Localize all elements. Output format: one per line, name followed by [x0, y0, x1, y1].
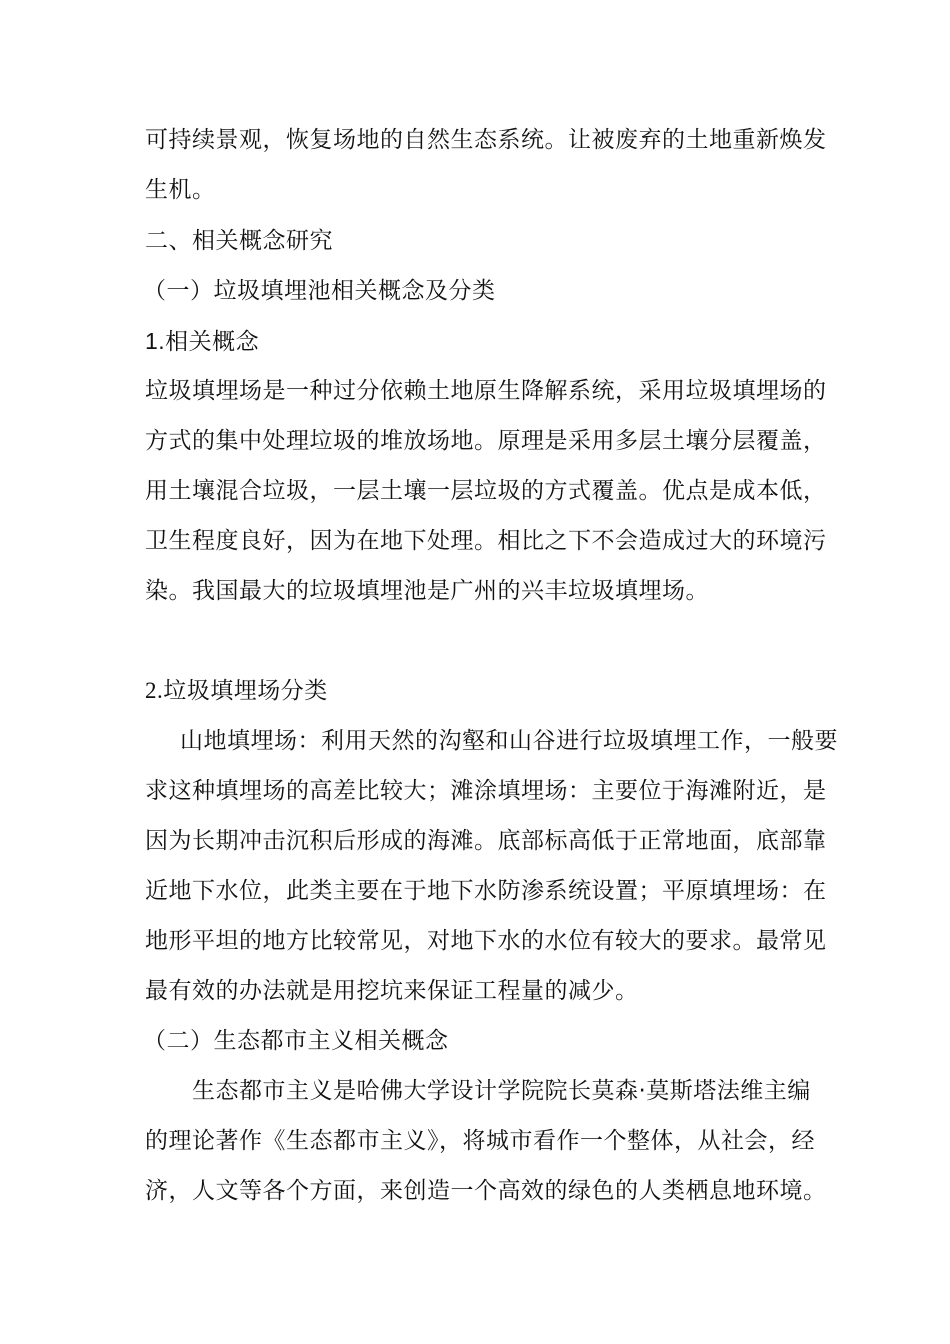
paragraph-landfill-line-5: 染。我国最大的垃圾填埋池是广州的兴丰垃圾填埋场。 — [145, 578, 709, 604]
paragraph-landfill-line-1: 垃圾填埋场是一种过分依赖土地原生降解系统，采用垃圾填埋场的 — [145, 378, 827, 404]
paragraph-eco-line-3: 济，人文等各个方面，来创造一个高效的绿色的人类栖息地环境。 — [145, 1178, 827, 1204]
paragraph-landfill-line-2: 方式的集中处理垃圾的堆放场地。原理是采用多层土壤分层覆盖， — [145, 428, 827, 454]
paragraph-types-line-3: 因为长期冲击沉积后形成的海滩。底部标高低于正常地面，底部靠 — [145, 828, 827, 854]
paragraph-types-line-4: 近地下水位，此类主要在于地下水防渗系统设置；平原填埋场：在 — [145, 878, 827, 904]
paragraph-eco-line-2: 的理论著作《生态都市主义》，将城市看作一个整体，从社会，经 — [145, 1128, 815, 1154]
paragraph-types-line-6: 最有效的办法就是用挖坑来保证工程量的减少。 — [145, 978, 639, 1004]
paragraph-eco-line-1: 生态都市主义是哈佛大学设计学院院长莫森·莫斯塔法维主编 — [192, 1078, 811, 1104]
section-heading-related-concepts: 二、相关概念研究 — [145, 228, 333, 254]
paragraph-types-line-1: 山地填埋场：利用天然的沟壑和山谷进行垃圾填埋工作，一般要 — [180, 728, 838, 754]
item-heading-landfill-types: 2.垃圾填埋场分类 — [145, 678, 328, 703]
paragraph-landfill-line-4: 卫生程度良好，因为在地下处理。相比之下不会造成过大的环境污 — [145, 528, 827, 554]
paragraph-types-line-5: 地形平坦的地方比较常见，对地下水的水位有较大的要求。最常见 — [145, 928, 827, 954]
subsection-heading-eco-urbanism: （二）生态都市主义相关概念 — [143, 1028, 449, 1054]
subsection-heading-landfill: （一）垃圾填埋池相关概念及分类 — [143, 278, 496, 304]
intro-line-2: 生机。 — [145, 177, 216, 203]
item-heading-related-concepts: 1.相关概念 — [145, 328, 260, 354]
intro-line-1: 可持续景观，恢复场地的自然生态系统。让被废弃的土地重新焕发 — [145, 127, 827, 153]
paragraph-landfill-line-3: 用土壤混合垃圾，一层土壤一层垃圾的方式覆盖。优点是成本低， — [145, 478, 827, 504]
paragraph-types-line-2: 求这种填埋场的高差比较大；滩涂填埋场：主要位于海滩附近，是 — [145, 778, 827, 804]
